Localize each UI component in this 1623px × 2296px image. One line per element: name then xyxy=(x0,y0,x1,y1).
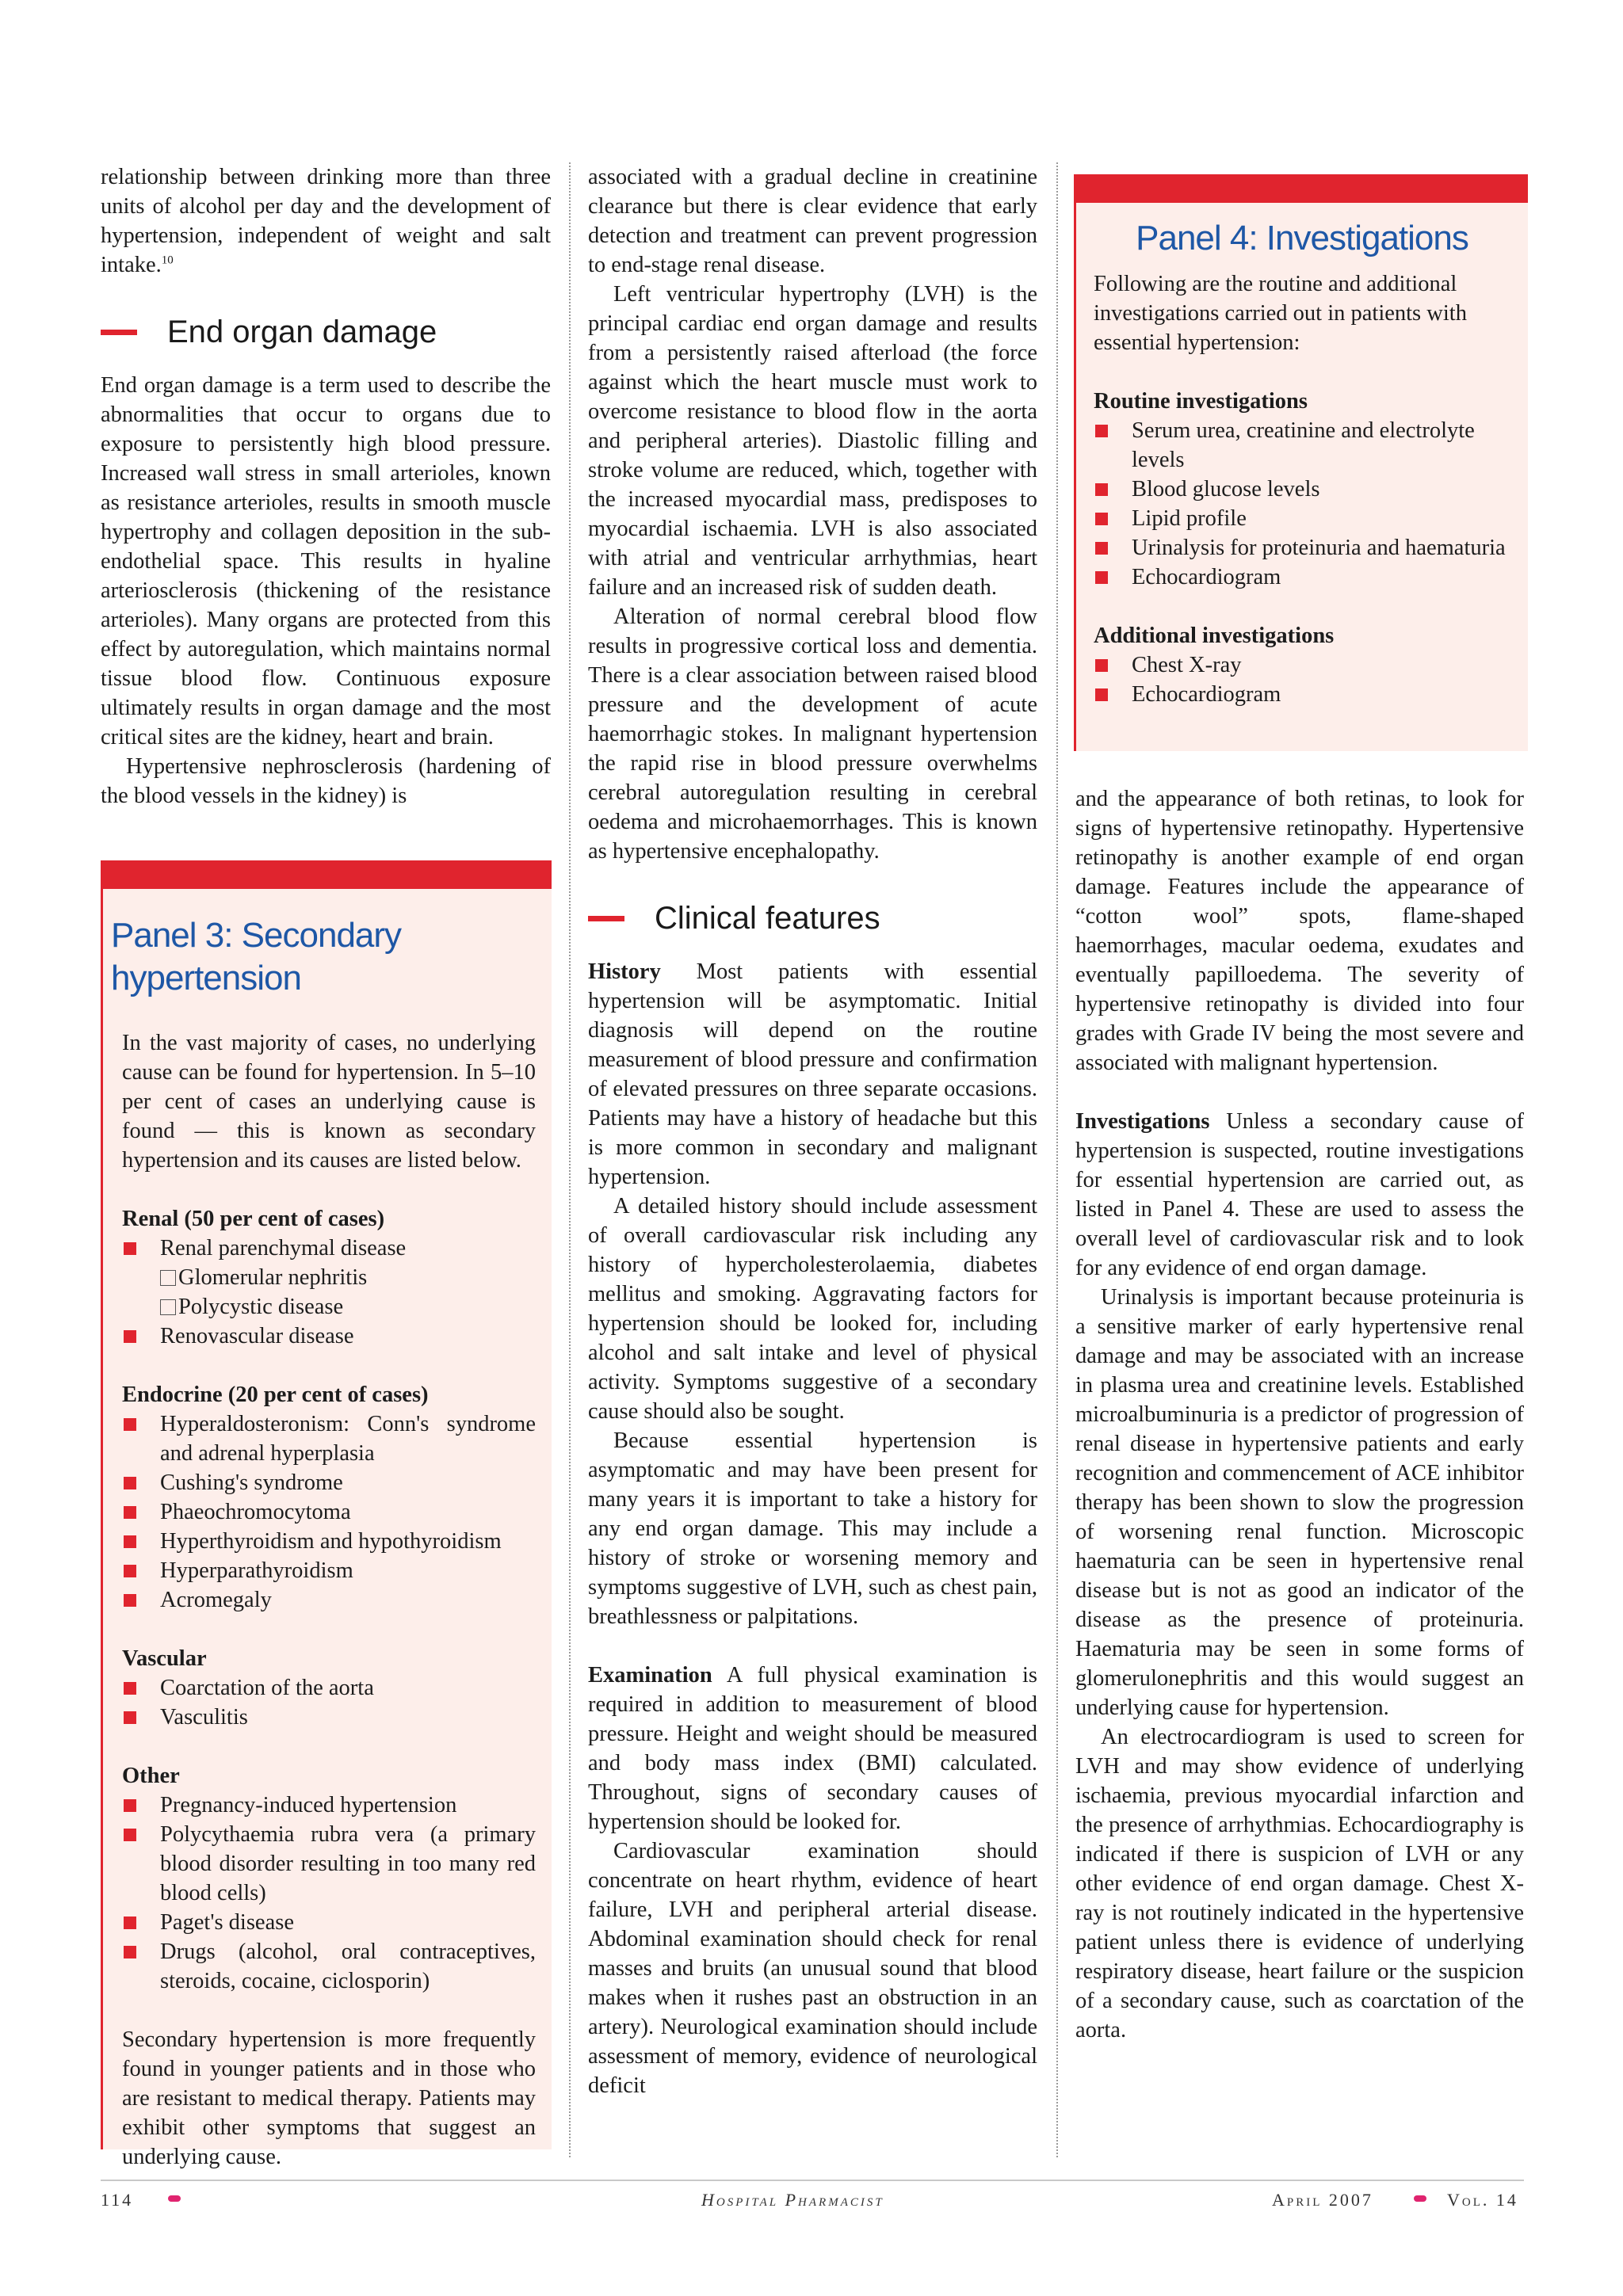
panel-top-bar xyxy=(1076,174,1528,203)
volume-number: Vol. 14 xyxy=(1447,2190,1518,2210)
bullet-square-icon xyxy=(1095,659,1108,672)
bullet-square-icon xyxy=(124,1242,136,1255)
bullet-square-icon xyxy=(124,1477,136,1489)
panel-outro: Secondary hypertension is more frequently found in younger patients and in those who are resistant to medical therapy. Patients may exhibit other symptoms that suggest an underlying cause. xyxy=(122,2027,536,2169)
column-2 xyxy=(588,162,1037,2100)
other-list xyxy=(122,1791,536,1996)
vascular-list xyxy=(122,1673,536,1732)
run-in-heading: History xyxy=(588,959,661,984)
paragraph: Cardiovascular examination should concentrate on heart rhythm, evidence of heart failure, LVH and peripheral arterial disease. Abdominal examination should check for renal masses and bruits (an unusual sound that blood makes when it rushes past an obstruction in an artery). Neurological examination should include assessment of memory, evidence of neurological deficit xyxy=(588,1839,1037,2098)
list-item: Cushing's syndrome xyxy=(122,1468,536,1497)
run-in-heading: Examination xyxy=(588,1663,712,1688)
list-item: Renal parenchymal disease xyxy=(122,1234,536,1263)
bullet-square-icon xyxy=(124,1917,136,1929)
column-3 xyxy=(1075,784,1524,2045)
bullet-square-icon xyxy=(124,1330,136,1343)
list-item: Urinalysis for proteinuria and haematuria xyxy=(1094,533,1512,563)
footer-rule xyxy=(101,2180,1524,2181)
bullet-square-icon xyxy=(1095,483,1108,496)
paragraph: End organ damage is a term used to describe the abnormalities that occur to organs due to exposure to persistently high blood pressure. Increased wall stress in small arterioles, known as resistance arterioles, results in smooth muscle hypertrophy and collagen deposition in the sub-endothelial space. This results in hyaline arteriosclerosis (thickening of the resistance arterioles). Many organs are protected from this effect by autoregulation, which maintains normal tissue blood flow. Continuous exposure ultimately results in organ damage and the most critical sites are the kidney, heart and brain. xyxy=(101,373,551,749)
column-divider xyxy=(1056,162,1058,2157)
paragraph: A detailed history should include assessment of overall cardiovascular risk including any history of hypercholesterolaemia, diabetes mellitus and smoking. Aggravating factors for hypertension should be looked for, including alcohol and salt intake and level of physical activity. Symptoms suggestive of a secondary cause should also be sought. xyxy=(588,1194,1037,1424)
panel-subheading: Additional investigations xyxy=(1094,624,1335,648)
paragraph: Because essential hypertension is asymptomatic and may have been present for many years it is important to take a history for any end organ damage. This may include a history of stroke or worsening memory and symptoms suggestive of LVH, such as chest pain, breathlessness or palpitations. xyxy=(588,1428,1037,1629)
panel-subheading: Other xyxy=(122,1764,180,1788)
panel-top-bar xyxy=(103,860,552,889)
panel-body xyxy=(103,1000,552,2172)
paragraph: relationship between drinking more than three units of alcohol per day and the development of hypertension, independent of weight and salt intake.$^{10}$ xyxy=(101,165,551,277)
bullet-square-icon xyxy=(124,1682,136,1695)
reference-number: 10 xyxy=(161,254,174,267)
list-item: Drugs (alcohol, oral contraceptives, steroids, cocaine, ciclosporin) xyxy=(122,1937,536,1996)
paragraph: Left ventricular hypertrophy (LVH) is the principal cardiac end organ damage and results from a persistently raised afterload (the force against which the heart muscle must work to overcome resistance to blood flow in the aorta and peripheral arteries). Diastolic filling and stroke volume are reduced, which, together with the increased myocardial mass, predisposes to myocardial ischaemia. LVH is also associated with atrial and ventricular arrhythmias, heart failure and an increased risk of sudden death. xyxy=(588,282,1037,600)
list-item: Echocardiogram xyxy=(1094,563,1512,592)
run-in-heading: Investigations xyxy=(1075,1109,1210,1134)
list-item: Chest X-ray xyxy=(1094,650,1512,680)
bullet-square-icon xyxy=(1095,542,1108,555)
list-subitem: Glomerular nephritis xyxy=(122,1263,536,1292)
footer-dot-icon xyxy=(168,2195,181,2202)
panel-body xyxy=(1076,260,1528,709)
list-item: Vasculitis xyxy=(122,1703,536,1732)
panel-title: Panel 3: Secondary hypertension xyxy=(111,916,402,997)
list-item: Serum urea, creatinine and electrolyte levels xyxy=(1094,416,1512,475)
section-heading-text: End organ damage xyxy=(167,315,437,349)
paragraph: Urinalysis is important because proteinuria is a sensitive marker of early hypertensive renal damage and may be associated with an increase in plasma urea and creatinine levels. Established microalbuminuria is a predictor of progression of renal disease in hypertensive patients and early recognition and commencement of ACE inhibitor therapy has been shown to slow the progression of worsening renal function. Microscopic haematuria can be seen in hypertensive renal disease but is not as good an indicator of the disease as the presence of proteinuria. Haematuria may be seen in some forms of glomerulonephritis and this would suggest an underlying cause for hypertension. xyxy=(1075,1285,1524,1720)
panel-subheading: Routine investigations xyxy=(1094,389,1308,414)
panel-investigations xyxy=(1074,174,1528,751)
section-heading-clinical-features xyxy=(588,901,1037,936)
paragraph: and the appearance of both retinas, to look for signs of hypertensive retinopathy. Hypertensive retinopathy is another example of end organ damage. Features include the appearance of “cotton wool” spots, flame-shaped haemorrhages, macular oedema, exudates and eventually papilloedema. The severity of hypertensive retinopathy is divided into four grades with Grade IV being the most severe and associated with malignant hypertension. xyxy=(1075,787,1524,1075)
panel-title: Panel 4: Investigations xyxy=(1136,219,1468,257)
panel-subheading: Endocrine (20 per cent of cases) xyxy=(122,1383,429,1407)
bullet-square-icon xyxy=(124,1799,136,1812)
list-item: Pregnancy-induced hypertension xyxy=(122,1791,536,1820)
renal-list xyxy=(122,1234,536,1351)
list-item: Blood glucose levels xyxy=(1094,475,1512,504)
list-item: Hyperaldosteronism: Conn's syndrome and adrenal hyperplasia xyxy=(122,1409,536,1468)
bullet-square-icon xyxy=(124,1711,136,1724)
paragraph: An electrocardiogram is used to screen for LVH and may show evidence of underlying ischaemia, previous myocardial infarction and the presence of arrhythmias. Echocardiography is indicated if there is suspicion of LVH or any other evidence of end organ damage. Chest X-ray is not routinely indicated in the hypertensive patient unless there is evidence of underlying respiratory disease, heart failure or the suspicion of a secondary cause, such as coarctation of the aorta. xyxy=(1075,1725,1524,2042)
checkbox-square-icon xyxy=(160,1299,176,1315)
bullet-square-icon xyxy=(124,1946,136,1958)
panel-intro: Following are the routine and additional investigations carried out in patients with essential hypertension: xyxy=(1094,272,1467,355)
section-heading-end-organ-damage xyxy=(101,315,551,349)
endocrine-list xyxy=(122,1409,536,1615)
list-item: Renovascular disease xyxy=(122,1322,536,1351)
page-number: 114 xyxy=(101,2190,134,2210)
bullet-square-icon xyxy=(124,1535,136,1548)
list-item: Coarctation of the aorta xyxy=(122,1673,536,1703)
paragraph: Examination A full physical examination is required in addition to measurement of blood pressure. Height and weight should be measured and body mass index (BMI) calculated. Throughout, signs of secondary causes of hypertension should be looked for. xyxy=(588,1663,1037,1834)
list-item: Phaeochromocytoma xyxy=(122,1497,536,1527)
bullet-square-icon xyxy=(1095,688,1108,701)
list-item: Paget's disease xyxy=(122,1908,536,1937)
bullet-square-icon xyxy=(124,1829,136,1841)
footer-dot-icon xyxy=(1414,2195,1426,2202)
list-subitem: Polycystic disease xyxy=(122,1292,536,1322)
panel-subheading: Vascular xyxy=(122,1646,207,1671)
paragraph: Investigations Unless a secondary cause of hypertension is suspected, routine investigations for essential hypertension are carried out, as listed in Panel 4. These are used to assess the overall level of cardiovascular risk and to look for any evidence of end organ damage. xyxy=(1075,1109,1524,1280)
issue-date: April 2007 xyxy=(1272,2190,1373,2210)
paragraph: History Most patients with essential hypertension will be asymptomatic. Initial diagnosis will depend on the routine measurement of blood pressure and confirmation of elevated pressures on three separate occasions. Patients may have a history of headache but this is more common in secondary and malignant hypertension. xyxy=(588,959,1037,1189)
checkbox-square-icon xyxy=(160,1270,176,1286)
bullet-square-icon xyxy=(124,1594,136,1607)
paragraph: Alteration of normal cerebral blood flow results in progressive cortical loss and dementia. There is a clear association between raised blood pressure and the development of acute haemorrhagic stokes. In malignant hypertension the rapid rise in blood pressure overwhelms cerebral autoregulation resulting in cerebral oedema and microhaemorrhages. This is known as hypertensive encephalopathy. xyxy=(588,605,1037,864)
bullet-square-icon xyxy=(124,1565,136,1577)
list-item: Echocardiogram xyxy=(1094,680,1512,709)
routine-list xyxy=(1094,416,1512,592)
bullet-square-icon xyxy=(1095,571,1108,584)
heading-bar-icon xyxy=(101,330,137,335)
paragraph: Hypertensive nephrosclerosis (hardening of the blood vessels in the kidney) is xyxy=(101,754,551,808)
list-item: Acromegaly xyxy=(122,1585,536,1615)
list-item: Lipid profile xyxy=(1094,504,1512,533)
paragraph: associated with a gradual decline in creatinine clearance but there is clear evidence that early detection and treatment can prevent progression to end-stage renal disease. xyxy=(588,165,1037,277)
additional-list xyxy=(1094,650,1512,709)
journal-name: Hospital Pharmacist xyxy=(701,2190,884,2210)
panel-subheading: Renal (50 per cent of cases) xyxy=(122,1207,385,1231)
list-item: Polycythaemia rubra vera (a primary blood disorder resulting in too many red blood cells) xyxy=(122,1820,536,1908)
list-item: Hyperparathyroidism xyxy=(122,1556,536,1585)
section-heading-text: Clinical features xyxy=(655,901,880,936)
bullet-square-icon xyxy=(124,1418,136,1431)
column-1 xyxy=(101,162,551,810)
bullet-square-icon xyxy=(1095,513,1108,525)
bullet-square-icon xyxy=(1095,425,1108,437)
list-item: Hyperthyroidism and hypothyroidism xyxy=(122,1527,536,1556)
bullet-square-icon xyxy=(124,1506,136,1519)
heading-bar-icon xyxy=(588,916,624,921)
panel-secondary-hypertension xyxy=(101,860,552,2169)
panel-intro: In the vast majority of cases, no underlying cause can be found for hypertension. In 5–10 per cent of cases an underlying cause is found — this is known as secondary hypertension and its causes are listed below. xyxy=(122,1031,536,1173)
column-divider xyxy=(569,162,571,2157)
